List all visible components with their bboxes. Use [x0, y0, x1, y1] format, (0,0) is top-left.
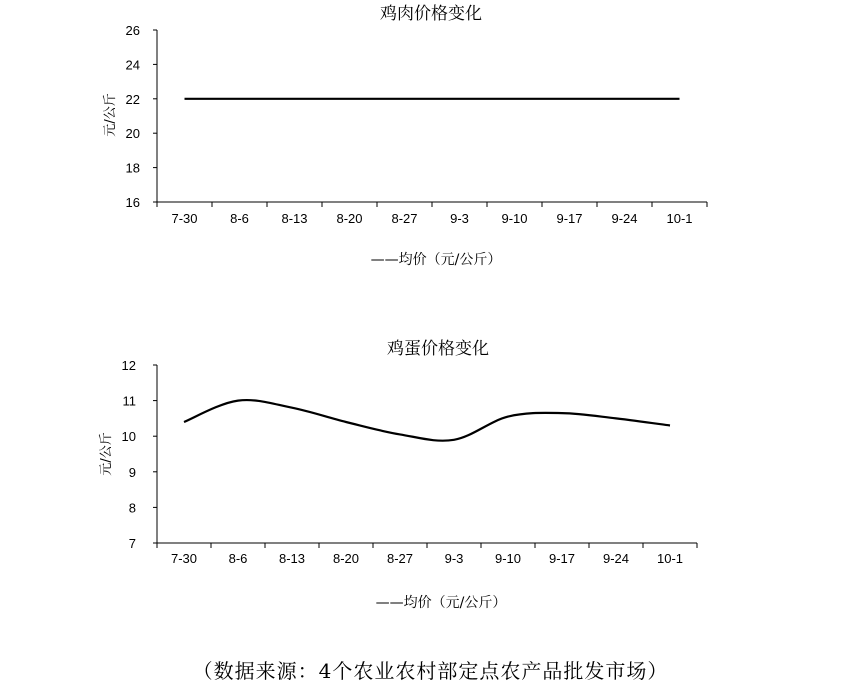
- y-tick-label: 8: [128, 500, 136, 516]
- x-tick-label: 9-10: [501, 211, 528, 226]
- y-tick-label: 22: [125, 91, 140, 107]
- x-tick-label: 9-3: [444, 551, 464, 566]
- y-axis-label: 元/公斤: [103, 93, 118, 137]
- series-line: [184, 400, 670, 441]
- x-tick-label: 8-27: [386, 551, 414, 566]
- x-tick-label: 10-1: [666, 211, 693, 226]
- x-tick-label: 7-30: [170, 551, 198, 566]
- y-tick-label: 24: [125, 57, 140, 73]
- y-tick-label: 26: [125, 23, 140, 38]
- y-tick-label: 16: [125, 195, 140, 210]
- x-tick-label: 8-6: [230, 211, 249, 226]
- y-tick-label: 11: [122, 393, 136, 409]
- x-tick-label: 9-17: [548, 551, 576, 566]
- x-tick-label: 10-1: [656, 551, 684, 566]
- chicken-price-chart: [103, 4, 707, 268]
- legend-entry: ——均价（元/公斤）: [370, 252, 502, 268]
- y-tick-label: 18: [125, 160, 140, 176]
- egg-price-chart: [99, 339, 697, 611]
- y-tick-label: 10: [121, 429, 136, 445]
- x-tick-label: 8-13: [281, 211, 308, 226]
- x-tick-label: 8-20: [332, 551, 360, 566]
- x-tick-label: 8-6: [228, 551, 248, 566]
- x-tick-label: 9-24: [611, 211, 638, 226]
- x-tick-label: 8-13: [278, 551, 306, 566]
- x-tick-label: 7-30: [171, 211, 198, 226]
- legend-entry: ——均价（元/公斤）: [375, 595, 507, 611]
- x-tick-label: 9-3: [450, 211, 469, 226]
- data-source-note: （数据来源：4个农业农村部定点农产品批发市场）: [192, 659, 669, 683]
- y-tick-label: 20: [125, 126, 140, 142]
- y-tick-label: 7: [128, 536, 136, 551]
- x-tick-label: 9-24: [602, 551, 630, 566]
- x-tick-label: 9-17: [556, 211, 583, 226]
- chart-title: 鸡蛋价格变化: [387, 339, 489, 359]
- x-tick-label: 8-20: [336, 211, 363, 226]
- y-tick-label: 12: [121, 358, 136, 373]
- y-tick-label: 9: [128, 464, 136, 480]
- chart-title: 鸡肉价格变化: [380, 4, 482, 24]
- y-axis-label: 元/公斤: [99, 432, 114, 476]
- x-tick-label: 9-10: [494, 551, 522, 566]
- x-tick-label: 8-27: [391, 211, 418, 226]
